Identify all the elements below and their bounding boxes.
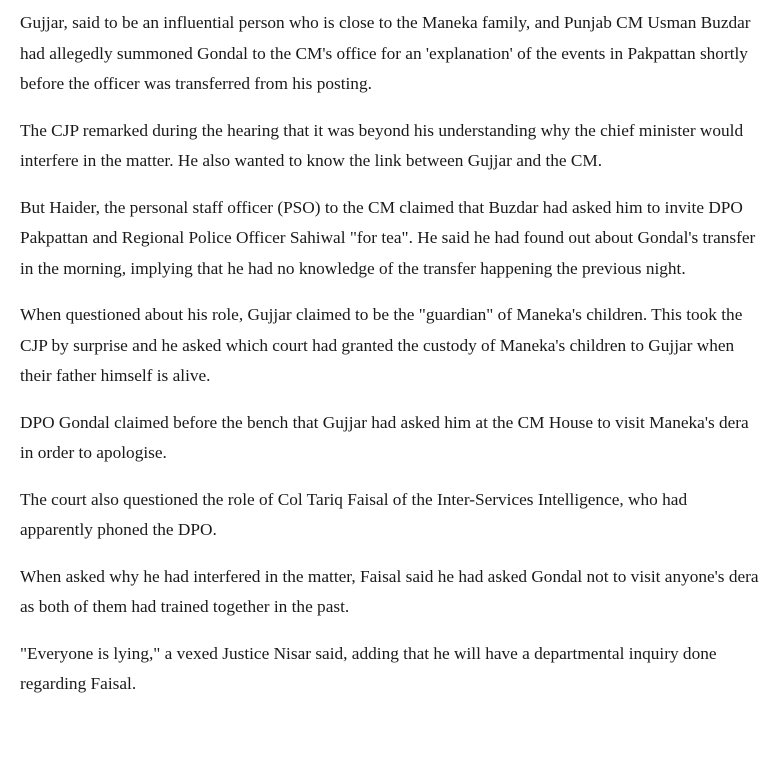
paragraph-dpo-gondal: DPO Gondal claimed before the bench that Gujjar had asked him at the CM House to visit Maneka's dera in order to apologise. (20, 412, 749, 462)
paragraph-justice-nisar: "Everyone is lying," a vexed Justice Nisar said, adding that he will have a departmental inquiry done regarding Faisal. (20, 643, 717, 693)
paragraph-cjp-remark: The CJP remarked during the hearing that it was beyond his understanding why the chief minister would interfere in the matter. He also wanted to know the link between Gujjar and the CM. (20, 120, 744, 170)
paragraph-guardian-claim: When questioned about his role, Gujjar claimed to be the "guardian" of Maneka's children. This took the CJP by surprise and he asked which court had granted the custody of Maneka's children to Gujjar when their father himself is alive. (20, 305, 743, 385)
paragraph-faisal-response: When asked why he had interfered in the matter, Faisal said he had asked Gondal not to visit anyone's dera as both of them had trained together in the past. (20, 566, 759, 616)
paragraph-haider-claim: But Haider, the personal staff officer (PSO) to the CM claimed that Buzdar had asked him to invite DPO Pakpattan and Regional Police Officer Sahiwal "for tea". He said he had found out about Gondal's transfer in the morning, implying that he had no knowledge of the transfer happening the previous night. (20, 197, 756, 278)
paragraph-gujjar-summons: Gujjar, said to be an influential person who is close to the Maneka family, and Punjab CM Usman Buzdar had allegedly summoned Gondal to the CM's office for an 'explanation' of the events in Pakpattan shortly before the officer was transferred from his posting. (20, 13, 751, 93)
article-body (20, 8, 760, 716)
paragraph-col-faisal: The court also questioned the role of Col Tariq Faisal of the Inter-Services Intelligence, who had apparently phoned the DPO. (20, 489, 688, 539)
